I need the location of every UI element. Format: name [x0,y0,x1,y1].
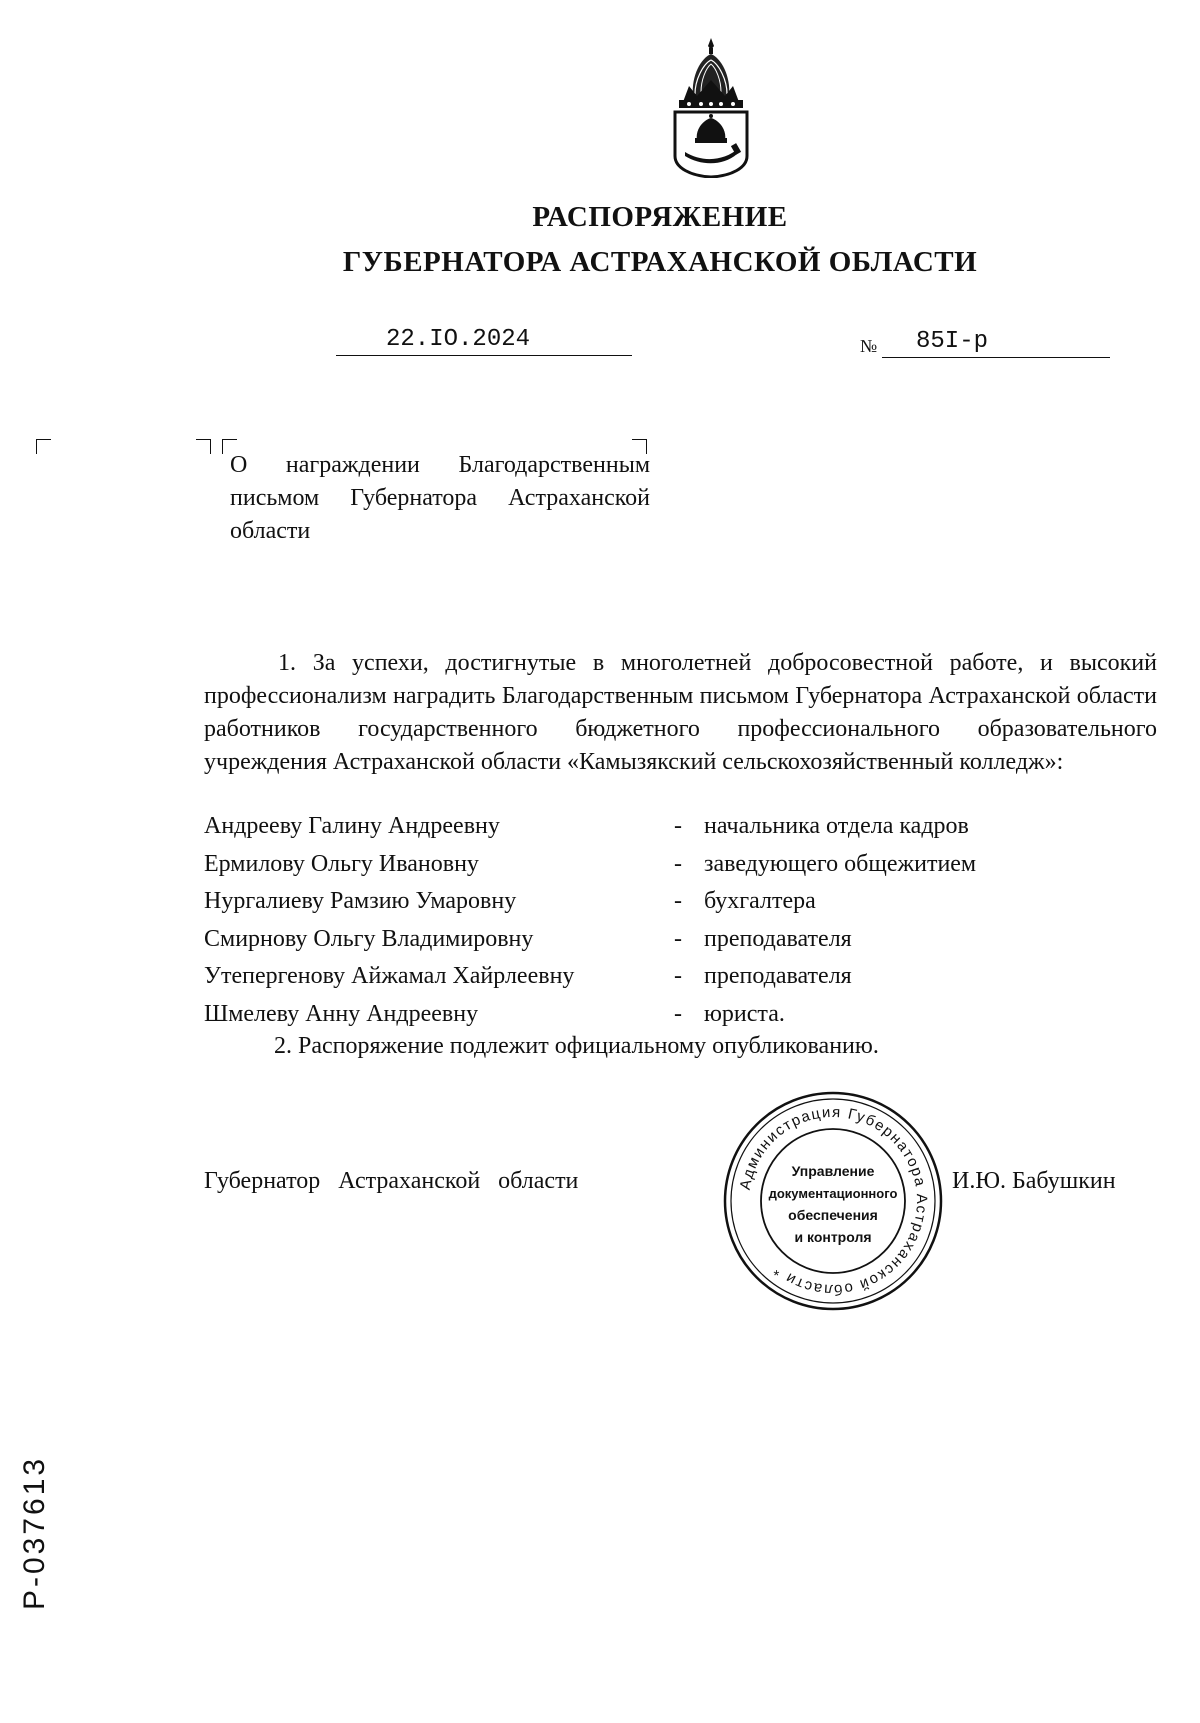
awardee-dash: - [674,850,682,877]
stamp-center-line: Управление [791,1163,875,1179]
awardee-position: заведующего общежитием [704,850,977,877]
official-stamp [722,1090,944,1312]
date-underline [336,353,632,356]
awardee-position: начальника отдела кадров [704,813,969,839]
document-subject: О награждении Благодарственным письмом Губернатора Астраханской области [230,452,650,544]
awardee-position: преподавателя [704,963,852,989]
awardee-position: юриста. [704,1000,785,1027]
document-number: 85I-р [916,328,989,355]
registration-number: Р-037613 [18,1455,51,1610]
awardee-dash: - [674,813,682,839]
awardee-name: Смирнову Ольгу Владимировну [204,925,534,952]
awardee-name: Нургалиеву Рамзию Умаровну [204,888,517,914]
awardee-dash: - [674,963,682,989]
document-date: 22.IO.2024 [386,326,531,353]
registration-number-block [8,1420,88,1620]
awardee-name: Шмелеву Анну Андреевну [204,1000,479,1027]
stamp-center-line: документационного [768,1186,898,1201]
signatory-title: Губернатор Астраханской области [204,1168,579,1194]
awardee-name: Утепергенову Айжамал Хайрлеевну [204,963,575,989]
awardee-dash: - [674,925,682,952]
issuer-heading: ГУБЕРНАТОРА АСТРАХАНСКОЙ ОБЛАСТИ [342,246,978,278]
list-item [204,808,1157,846]
document-type-heading: РАСПОРЯЖЕНИЕ [532,201,788,233]
number-sign: № [860,336,878,356]
number-underline [882,355,1110,358]
svg-text:Администрация Губернатора Астр [737,1104,930,1298]
awardee-dash: - [674,888,682,914]
awardee-name: Андрееву Галину Андреевну [204,813,500,839]
stamp-center-line: обеспечения [788,1207,878,1223]
astrakhan-coat-of-arms-icon [671,36,751,178]
stamp-ring-text: Администрация Губернатора Астраханской области * [736,1103,931,1299]
awardee-position: преподавателя [704,925,852,952]
list-item [204,921,1157,959]
subject-corner-mark-left-outer [196,439,211,454]
list-item [204,958,1157,996]
awardee-name: Ермилову Ольгу Ивановну [204,850,479,877]
awardee-dash: - [674,1000,682,1027]
paragraph-1: 1. За успехи, достигнутые в многолетней добросовестной работе, и высокий профессионализм наградить Благодарственным письмом Губернатора Астраханской области работников государственного бюджетного профессионального образовательного учреждения Астраханской области «Камызякский сельскохозяйственный колледж»: [204,650,1157,775]
awardee-position: бухгалтера [704,888,816,914]
signatory-name: И.Ю. Бабушкин [952,1168,1116,1194]
paragraph-2: 2. Распоряжение подлежит официальному опубликованию. [274,1033,879,1059]
awardee-list [204,808,1157,1033]
left-margin-corner-mark [36,439,51,454]
list-item [204,996,1157,1034]
list-item [204,846,1157,884]
stamp-center-line: и контроля [794,1229,872,1245]
list-item [204,883,1157,921]
